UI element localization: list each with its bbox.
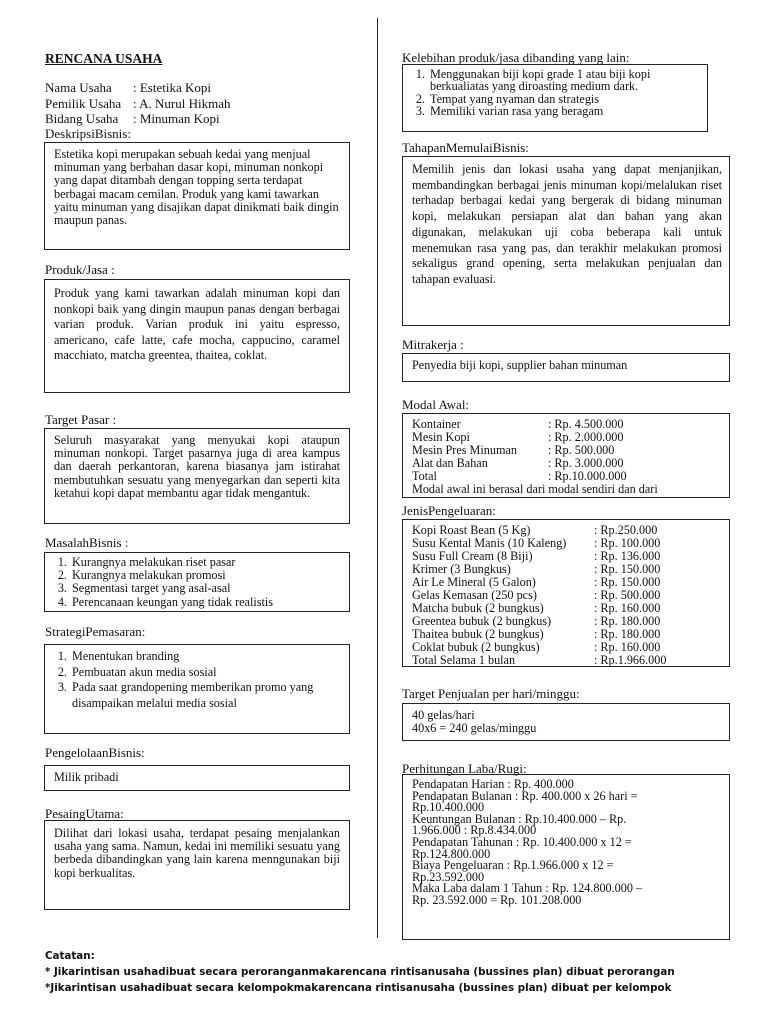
pesaing-label: PesaingUtama: [45,806,124,821]
expense-row: Gelas Kemasan (250 pcs) : Rp. 500.000 [412,588,661,602]
bidang-usaha-label: Bidang Usaha [45,111,119,126]
mitra-text: Penyedia biji kopi, supplier bahan minuman [412,358,628,372]
pemilik-usaha-row [45,96,231,111]
expense-row: Air Le Mineral (5 Galon) : Rp. 150.000 [412,575,661,589]
kelebihan-label: Kelebihan produk/jasa dibanding yang lain: [402,50,630,65]
mitra-box [402,353,730,382]
tahapan-text: Memilih jenis dan lokasi usaha yang dapat menjanjikan, membandingkan berbagai jenis minuman kopi/melalukan riset terhadap berbagai kedai yang bergerak di bidang minuman kopi, melakukan persiapan alat dan bahan yang akan digunakan, melakukan uji coba beberapa kali untuk menemukan rasa yang pas, dan terakhir melakukan promosi sekaligus grand opening, serta melakukan penjualan dan tahapan evaluasi. [412,162,722,286]
catatan-line: * Jikarintisan usahadibuat secara peroranganmakarencana rintisanusaha (bussines plan) dibuat perorangan [45,966,675,978]
strategi-list [54,649,340,711]
modal-box [402,413,730,498]
catatan-section [45,948,675,996]
list-item: 1. Menggunakan biji kopi grade 1 atau biji kopi berkualiatas yang diroasting medium dark. [428,68,672,93]
pesaing-box [44,820,350,910]
expense-row: Greentea bubuk (2 bungkus) : Rp. 180.000 [412,614,661,628]
laba-line: Keuntungan Bulanan : Rp.10.400.000 – Rp. [412,811,627,826]
catatan-line: *Jikarintisan usahadibuat secara kelompokmakarencana rintisanusaha (bussines plan) dibuat per kelompok [45,982,672,994]
list-item: 1. Kurangnya melakukan riset pasar [70,556,344,569]
kelebihan-list [412,68,672,118]
expense-row: Kopi Roast Bean (5 Kg) : Rp.250.000 [412,523,658,537]
strategi-label: StrategiPemasaran: [45,624,146,639]
list-item: 1. Menentukan branding [70,649,340,665]
target-pasar-text: Seluruh masyarakat yang menyukai kopi ataupun minuman nonkopi. Target pasarnya juga di area kampus dan daerah perkantoran, karena biasanya jam istirahat membutuhkan sesuatu yang menyegarkan dan seperti kita ketahui kopi dapat membantu agar tidak mengantuk. [54,433,340,500]
masalah-box [44,552,350,612]
list-item: 3. Segmentasi target yang asal-asal [70,582,344,595]
expense-row: Susu Kental Manis (10 Kaleng) : Rp. 100.000 [412,536,661,550]
bidang-usaha-row [45,111,220,126]
modal-row: Alat dan Bahan : Rp. 3.000.000 [412,456,624,470]
list-item: 3. Memiliki varian rasa yang beragam [428,105,672,117]
tahapan-label: TahapanMemulaiBisnis: [402,140,529,155]
mitra-label: Mitrakerja : [402,337,464,352]
masalah-label: MasalahBisnis : [45,535,129,550]
laba-line: Rp.23.592.000 [412,869,485,884]
deskripsi-box [44,142,350,250]
expense-row: Susu Full Cream (8 Biji) : Rp. 136.000 [412,549,661,563]
laba-line: 1.966.000 : Rp.8.434.000 [412,823,537,838]
bidang-usaha-value: : Minuman Kopi [133,111,220,126]
modal-row: Mesin Kopi : Rp. 2.000.000 [412,430,624,444]
list-item: 2. Tempat yang nyaman dan strategis [428,93,672,105]
laba-line: Pendapatan Harian : Rp. 400.000 [412,777,574,791]
catatan-header: Catatan: [45,950,95,962]
modal-row: Mesin Pres Minuman : Rp. 500.000 [412,443,615,457]
pengeluaran-box [402,519,730,667]
laba-line: Pendapatan Tahunan : Rp. 10.400.000 x 12 = [412,834,632,849]
laba-label: Perhitungan Laba/Rugi: [402,761,527,776]
laba-line: Biaya Pengeluaran : Rp.1.966.000 x 12 = [412,858,614,873]
list-item: 2. Pembuatan akun media sosial [70,665,340,681]
target-penjualan-box [402,703,730,741]
laba-line: Pendapatan Bulanan : Rp. 400.000 x 26 hari = [412,788,638,803]
masalah-list [54,556,344,609]
target-penjualan-label: Target Penjualan per hari/minggu: [402,686,580,701]
pengelolaan-box [44,765,350,791]
tahapan-box [402,156,730,326]
laba-line: Maka Laba dalam 1 Tahun : Rp. 124.800.000 – [412,881,643,896]
pengeluaran-label: JenisPengeluaran: [402,503,496,518]
expense-row: Thaitea bubuk (2 bungkus) : Rp. 180.000 [412,627,661,641]
pemilik-usaha-label: Pemilik Usaha [45,96,122,111]
produk-label: Produk/Jasa : [45,262,115,277]
list-item: 4. Perencanaan keungan yang tidak realistis [70,596,344,609]
page-title: RENCANA USAHA [45,51,163,66]
target-pasar-box [44,428,350,524]
modal-note: Modal awal ini berasal dari modal sendiri dan dari [412,482,658,496]
column-divider [377,18,378,938]
modal-row: Total : Rp.10.000.000 [412,469,627,483]
list-item: 2. Kurangnya melakukan promosi [70,569,344,582]
expense-row: Total Selama 1 bulan : Rp.1.966.000 [412,653,667,667]
nama-usaha-label: Nama Usaha [45,80,112,95]
expense-row: Matcha bubuk (2 bungkus) : Rp. 160.000 [412,601,661,615]
target-pasar-label: Target Pasar : [45,412,117,427]
pesaing-text: Dilihat dari lokasi usaha, terdapat pesaing menjalankan usaha yang sama. Namun, kedai ini memiliki sesuatu yang berbeda dibandingkan yang lain karena menngunakan biji kopi berkualitas. [54,826,340,880]
deskripsi-text: Estetika kopi merupakan sebuah kedai yang menjual minuman yang berbahan dasar kopi, minuman nonkopi yang dapat ditambah dengan topping serta terdapat berbagai macam cemilan. Produk yang kami tawarkan yaitu minuman yang disajikan dapat dinikmati baik dingin maupun panas. [54,147,339,228]
produk-box [44,279,350,393]
modal-row: Kontainer : Rp. 4.500.000 [412,417,624,431]
laba-line: Rp.10.400.000 [412,800,485,815]
pengelolaan-text: Milik pribadi [54,770,119,784]
list-item: 3. Pada saat grandopening memberikan promo yang disampaikan melalui media sosial [70,680,340,711]
deskripsi-label: DeskripsiBisnis: [45,126,131,141]
strategi-box [44,644,350,734]
target-mingguan: 40x6 = 240 gelas/minggu [412,721,537,736]
modal-label: Modal Awal: [402,397,470,412]
kelebihan-box [402,64,708,132]
expense-row: Krimer (3 Bungkus) : Rp. 150.000 [412,562,661,576]
produk-text: Produk yang kami tawarkan adalah minuman kopi dan nonkopi baik yang dingin maupun panas dengan berbagai varian produk. Varian produk ini yaitu espresso, americano, cafe latte, cafe mocha, cappucino, caramel macchiato, matcha greentea, thaitea, coklat. [54,286,340,363]
pengelolaan-label: PengelolaanBisnis: [45,745,145,760]
nama-usaha-row [45,80,211,95]
pemilik-usaha-value: : A. Nurul Hikmah [133,96,231,111]
laba-line: Rp. 23.592.000 = Rp. 101.208.000 [412,892,582,907]
target-harian: 40 gelas/hari [412,708,475,722]
expense-row: Coklat bubuk (2 bungkus) : Rp. 160.000 [412,640,661,654]
nama-usaha-value: : Estetika Kopi [133,80,211,95]
laba-box [402,774,730,940]
laba-line: Rp.124.800.000 [412,846,491,861]
